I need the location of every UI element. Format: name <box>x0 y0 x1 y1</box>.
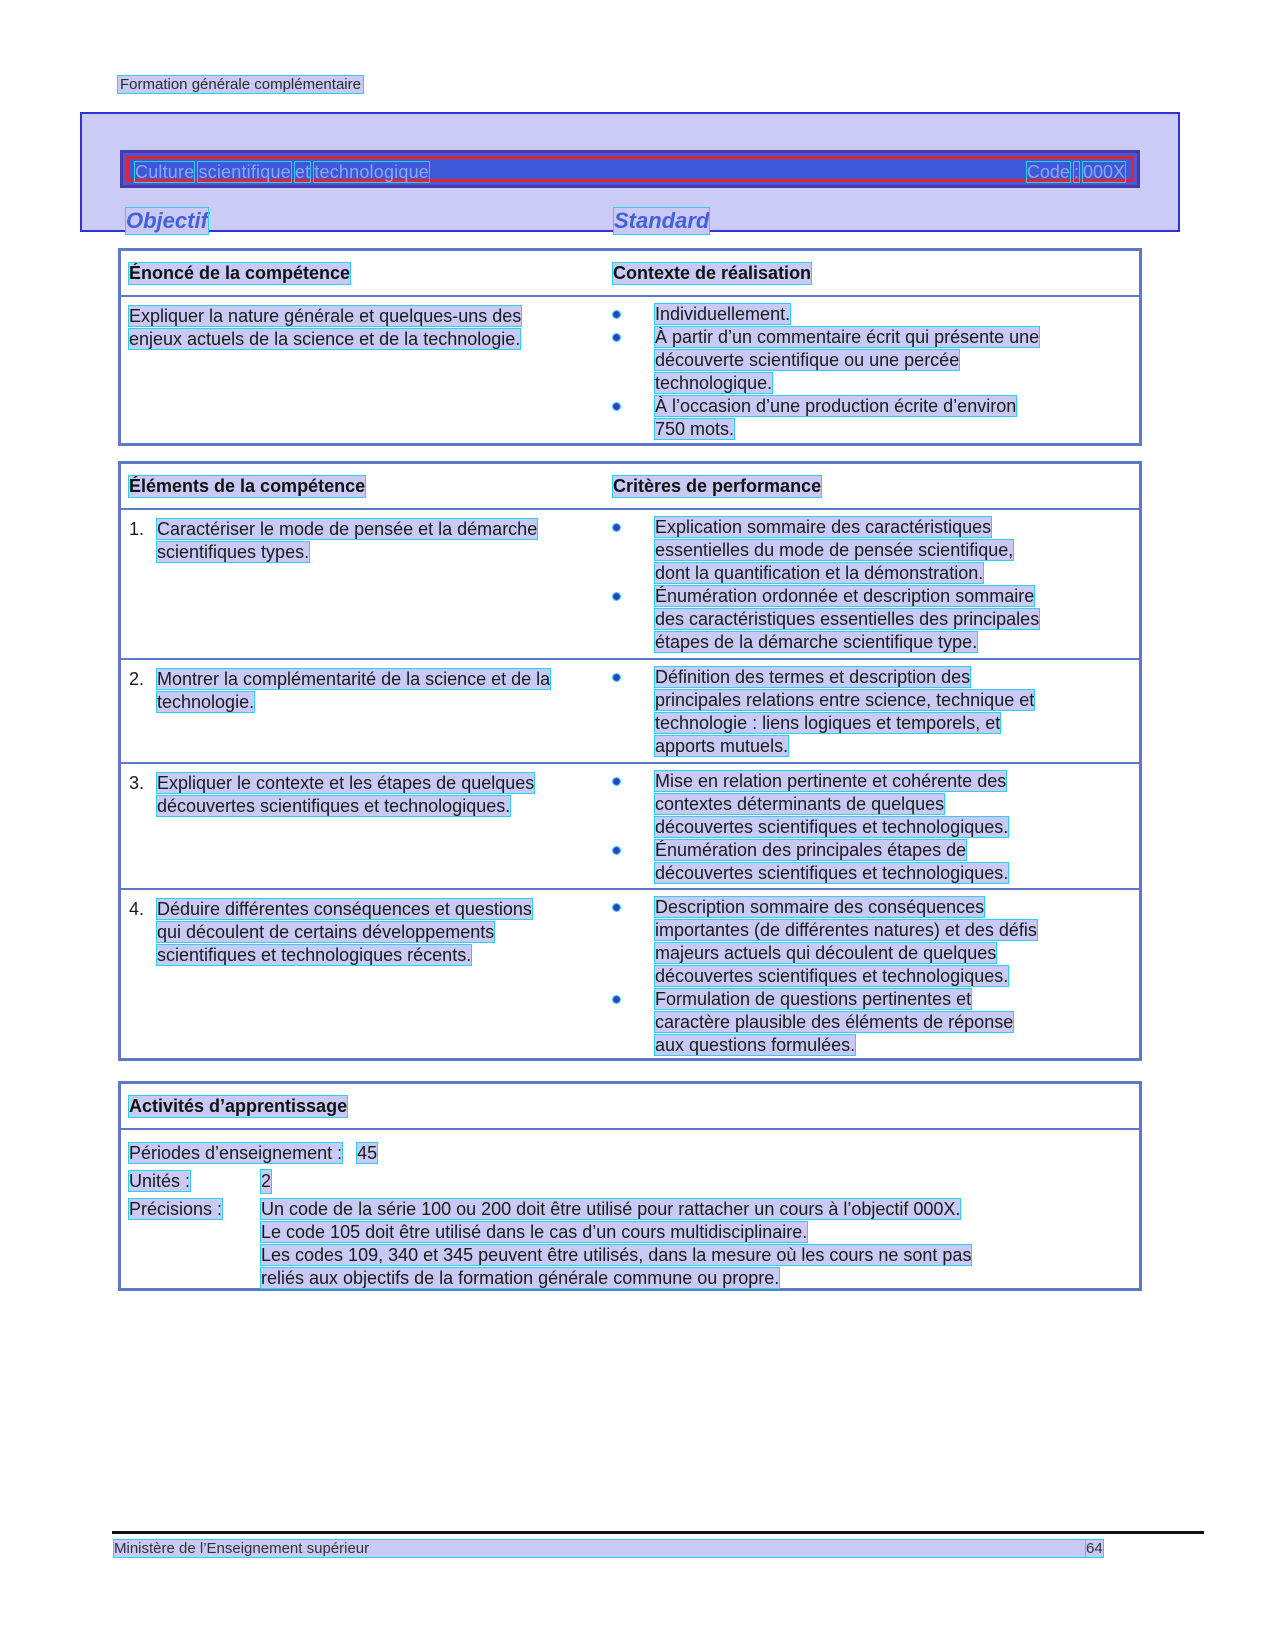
list-item: À partir d’un commentaire écrit qui présente une découverte scientifique ou une percée technologique. <box>613 326 1135 395</box>
bullet-icon <box>613 996 620 1003</box>
bullet-icon <box>613 847 620 854</box>
competence-header <box>121 251 1139 297</box>
table-row <box>121 764 1139 890</box>
list-item: Énumération ordonnée et description sommaire des caractéristiques essentielles des principales étapes de la démarche scientifique type. <box>613 585 1135 654</box>
footer-ministry: Ministère de l’Enseignement supérieur <box>114 1540 1094 1557</box>
criteria-heading: Critères de performance <box>613 476 822 496</box>
context-list <box>613 303 1135 441</box>
course-title: Culture scientifique et technologique <box>135 162 430 182</box>
list-item: Description sommaire des conséquences importantes (de différentes natures) et des défis majeurs actuels qui découlent de quelques découvertes scientifiques et technologiques. <box>613 896 1135 988</box>
list-item: Mise en relation pertinente et cohérente des contextes déterminants de quelques découvertes scientifiques et technologiques. <box>613 770 1135 839</box>
footer-divider <box>112 1531 1204 1534</box>
table-row <box>121 890 1139 1066</box>
table-row <box>121 660 1139 764</box>
criteria-list <box>613 770 1135 885</box>
criteria-list <box>613 896 1135 1057</box>
element-3: 3. Expliquer le contexte et les étapes de quelques découvertes scientifiques et technologiques. <box>129 773 535 816</box>
elements-header <box>121 464 1139 510</box>
list-item: Formulation de questions pertinentes et caractère plausible des éléments de réponse aux questions formulées. <box>613 988 1135 1057</box>
list-item: Énumération des principales étapes de découvertes scientifiques et technologiques. <box>613 839 1135 885</box>
competence-box <box>118 248 1142 446</box>
context-heading: Contexte de réalisation <box>613 263 812 283</box>
bullet-icon <box>613 778 620 785</box>
element-2: 2. Montrer la complémentarité de la science et de la technologie. <box>129 669 551 712</box>
bullet-icon <box>613 311 620 318</box>
activities-header <box>121 1084 1139 1130</box>
criteria-list <box>613 666 1135 758</box>
competence-statement-heading: Énoncé de la compétence <box>129 263 351 283</box>
precisions-label: Précisions : <box>129 1199 223 1219</box>
list-item: Explication sommaire des caractéristiques essentielles du mode de pensée scientifique, dont la quantification et la démonstration. <box>613 516 1135 585</box>
bullet-icon <box>613 674 620 681</box>
elements-heading: Éléments de la compétence <box>129 476 366 496</box>
bullet-icon <box>613 524 620 531</box>
course-code: Code : 000X <box>1026 162 1125 182</box>
element-1: 1. Caractériser le mode de pensée et la démarche scientifiques types. <box>129 519 538 562</box>
running-head: Formation générale complémentaire <box>120 76 361 93</box>
precisions-text: Un code de la série 100 ou 200 doit être utilisé pour rattacher un cours à l’objectif 000X. Le code 105 doit être utilisé dans le cas d’un cours multidisciplinaire. Les codes 109, 340 et 345 peuvent être utilisés, dans la mesure où les cours ne sont pas reliés aux objectifs de la formation générale commune ou propre. <box>261 1199 972 1288</box>
activities-box <box>118 1081 1142 1291</box>
list-item: Individuellement. <box>613 303 1135 326</box>
elements-box <box>118 461 1142 1061</box>
subhead-objectif: Objectif <box>126 208 208 233</box>
title-bar <box>120 150 1140 188</box>
element-4: 4. Déduire différentes conséquences et questions qui découlent de certains développements scientifiques et technologiques récents. <box>129 899 532 965</box>
criteria-list <box>613 516 1135 654</box>
periods-line: Périodes d’enseignement : 45 <box>129 1143 378 1163</box>
bullet-icon <box>613 403 620 410</box>
page-number: 64 <box>1086 1540 1103 1557</box>
list-item: À l’occasion d’une production écrite d’environ 750 mots. <box>613 395 1135 441</box>
activities-heading: Activités d’apprentissage <box>129 1096 348 1116</box>
table-row <box>121 510 1139 660</box>
subhead-standard: Standard <box>614 208 710 233</box>
bullet-icon <box>613 334 620 341</box>
competence-statement: Expliquer la nature générale et quelques-uns des enjeux actuels de la science et de la technologie. <box>129 306 522 349</box>
bullet-icon <box>613 593 620 600</box>
units-line: Unités : 2 <box>129 1171 272 1191</box>
list-item: Définition des termes et description des principales relations entre science, technique et technologie : liens logiques et temporels, et apports mutuels. <box>613 666 1135 758</box>
bullet-icon <box>613 904 620 911</box>
